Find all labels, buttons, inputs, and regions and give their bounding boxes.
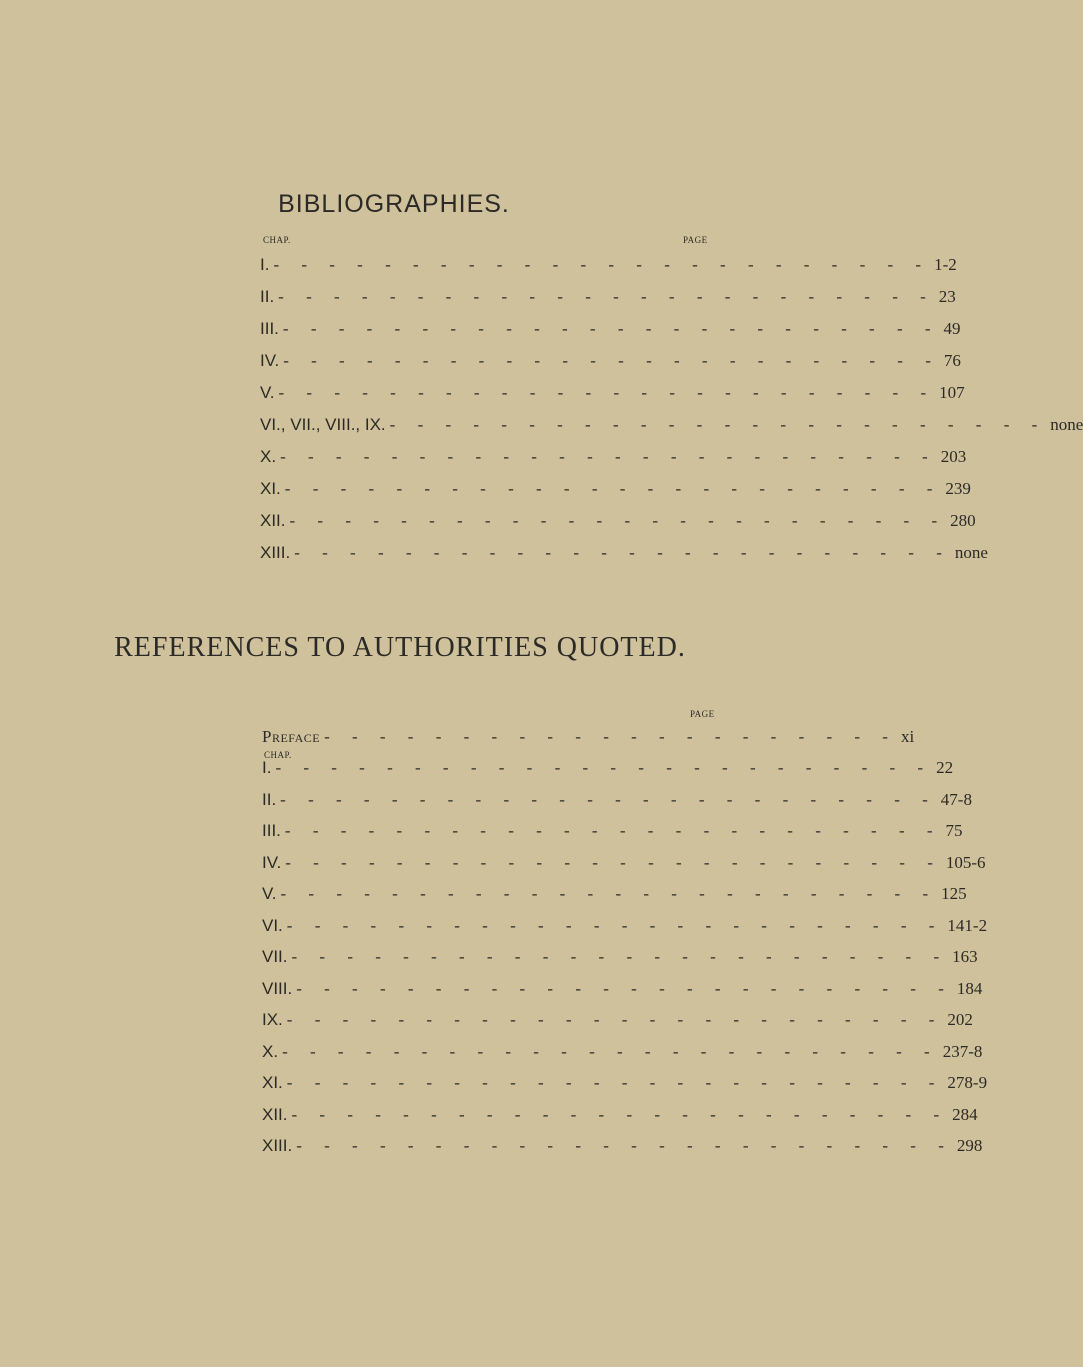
chapter-label: VI., VII., VIII., IX. bbox=[260, 415, 386, 434]
leader-dashes: - - - - - - - - - - - - - - - - - - - - - - - - bbox=[278, 287, 935, 306]
list-item bbox=[260, 415, 1083, 441]
list-item bbox=[260, 287, 956, 313]
leader-dashes: - - - - - - - - - - - - - - - - - - - - - - - - bbox=[284, 821, 942, 840]
page-number: 105-6 bbox=[945, 852, 986, 872]
chapter-label: XIII. bbox=[262, 1136, 293, 1155]
page-number: 141-2 bbox=[947, 915, 988, 935]
page-number: 107 bbox=[939, 383, 965, 402]
leader-dashes: - - - - - - - - - - - - - - - - - - - - - - - - bbox=[280, 884, 938, 903]
preface-page: xi bbox=[900, 727, 915, 746]
page-number: 49 bbox=[943, 319, 961, 338]
leader-dashes: - - - - - - - - - - - - - - - - - - - - - - - - bbox=[280, 789, 937, 809]
leader-dashes: - - - - - - - - - - - - - - - - - - - - - - - - bbox=[283, 351, 940, 370]
page-number: 202 bbox=[947, 1010, 973, 1029]
ref-page-header: PAGE bbox=[690, 709, 715, 719]
leader-dashes: - - - - - - - - - - - - - - - - - - - - - - - - bbox=[285, 852, 942, 872]
list-item bbox=[262, 947, 978, 973]
list-item bbox=[262, 1104, 978, 1131]
chapter-label: V. bbox=[260, 383, 275, 402]
leader-dashes: - - - - - - - - - - - - - - - - - - - - - bbox=[324, 727, 897, 746]
leader-dashes: - - - - - - - - - - - - - - - - - - - - - - - - bbox=[291, 1104, 949, 1124]
page-number: 278-9 bbox=[947, 1073, 988, 1092]
chapter-label: XII. bbox=[262, 1104, 288, 1124]
chapter-label: IV. bbox=[262, 852, 282, 872]
chapter-label: IV. bbox=[260, 351, 280, 370]
ref-chap-header: CHAP. bbox=[264, 750, 292, 760]
chapter-label: VII. bbox=[262, 947, 288, 966]
chapter-label: III. bbox=[260, 319, 279, 338]
references-title: REFERENCES TO AUTHORITIES QUOTED. bbox=[114, 632, 686, 663]
page-number: 239 bbox=[945, 479, 971, 498]
leader-dashes: - - - - - - - - - - - - - - - - - - - - - - - - bbox=[286, 1073, 944, 1092]
leader-dashes: - - - - - - - - - - - - - - - - - - - - - - - - bbox=[389, 415, 1047, 434]
chapter-label: I. bbox=[260, 255, 270, 274]
list-item bbox=[262, 758, 954, 784]
list-item bbox=[262, 1136, 983, 1162]
list-item bbox=[262, 978, 983, 1005]
leader-dashes: - - - - - - - - - - - - - - - - - - - - - - - - bbox=[286, 1010, 944, 1029]
page-number: 184 bbox=[956, 978, 983, 998]
list-item bbox=[260, 543, 988, 569]
leader-dashes: - - - - - - - - - - - - - - - - - - - - - - - - bbox=[282, 319, 940, 338]
leader-dashes: - - - - - - - - - - - - - - - - - - - - - - - - bbox=[294, 543, 951, 562]
chapter-label: XI. bbox=[262, 1073, 283, 1092]
page-number: 22 bbox=[936, 758, 954, 777]
list-item bbox=[262, 1010, 973, 1036]
chapter-label: IX. bbox=[262, 1010, 283, 1029]
list-item bbox=[260, 351, 961, 377]
leader-dashes: - - - - - - - - - - - - - - - - - - - - - - - - bbox=[280, 447, 937, 466]
page-number: 47-8 bbox=[940, 789, 972, 809]
list-item bbox=[262, 1041, 983, 1068]
chapter-label: XI. bbox=[260, 479, 281, 498]
page-number: 280 bbox=[950, 511, 976, 530]
page-number: 163 bbox=[952, 947, 978, 966]
list-item bbox=[262, 915, 988, 942]
page-number: none bbox=[954, 543, 988, 562]
list-item bbox=[260, 319, 961, 345]
bib-page-header: PAGE bbox=[683, 235, 708, 245]
chapter-label: VI. bbox=[262, 915, 283, 935]
preface-label: Preface bbox=[262, 727, 321, 746]
leader-dashes: - - - - - - - - - - - - - - - - - - - - - - - - bbox=[282, 1041, 939, 1061]
page-number: 75 bbox=[945, 821, 963, 840]
list-item bbox=[260, 479, 971, 505]
leader-dashes: - - - - - - - - - - - - - - - - - - - - - - - - bbox=[291, 947, 949, 966]
list-item bbox=[260, 255, 957, 281]
page-number: 125 bbox=[941, 884, 967, 903]
page-number: 237-8 bbox=[942, 1041, 983, 1061]
page-number: 203 bbox=[940, 447, 967, 466]
list-item bbox=[260, 447, 967, 473]
leader-dashes: - - - - - - - - - - - - - - - - - - - - - - - - bbox=[296, 1136, 953, 1155]
chapter-label: XIII. bbox=[260, 543, 291, 562]
leader-dashes: - - - - - - - - - - - - - - - - - - - - - - - - bbox=[275, 758, 933, 777]
chapter-label: V. bbox=[262, 884, 277, 903]
leader-dashes: - - - - - - - - - - - - - - - - - - - - - - - - bbox=[273, 255, 931, 274]
list-item bbox=[262, 852, 986, 879]
chapter-label: X. bbox=[260, 447, 277, 466]
list-item bbox=[262, 789, 972, 816]
chapter-label: III. bbox=[262, 821, 281, 840]
list-item bbox=[262, 884, 967, 910]
leader-dashes: - - - - - - - - - - - - - - - - - - - - - - - - bbox=[278, 383, 936, 402]
preface-row bbox=[262, 727, 915, 753]
leader-dashes: - - - - - - - - - - - - - - - - - - - - - - - - bbox=[289, 511, 947, 530]
chapter-label: I. bbox=[262, 758, 272, 777]
leader-dashes: - - - - - - - - - - - - - - - - - - - - - - - - bbox=[286, 915, 944, 935]
page-number: 284 bbox=[952, 1104, 978, 1124]
chapter-label: XII. bbox=[260, 511, 286, 530]
page-number: 23 bbox=[938, 287, 956, 306]
page-number: 76 bbox=[943, 351, 961, 370]
chapter-label: II. bbox=[260, 287, 275, 306]
page-number: none bbox=[1050, 415, 1083, 434]
page-number: 1-2 bbox=[934, 255, 957, 274]
chapter-label: X. bbox=[262, 1041, 279, 1061]
bib-chap-header: CHAP. bbox=[263, 235, 291, 245]
list-item bbox=[260, 511, 976, 537]
list-item bbox=[262, 1073, 988, 1099]
leader-dashes: - - - - - - - - - - - - - - - - - - - - - - - - bbox=[284, 479, 942, 498]
list-item bbox=[260, 383, 965, 409]
list-item bbox=[262, 821, 963, 847]
chapter-label: II. bbox=[262, 789, 277, 809]
leader-dashes: - - - - - - - - - - - - - - - - - - - - - - - - bbox=[296, 978, 953, 998]
page-number: 298 bbox=[956, 1136, 983, 1155]
bibliographies-title: BIBLIOGRAPHIES. bbox=[278, 190, 510, 218]
chapter-label: VIII. bbox=[262, 978, 293, 998]
